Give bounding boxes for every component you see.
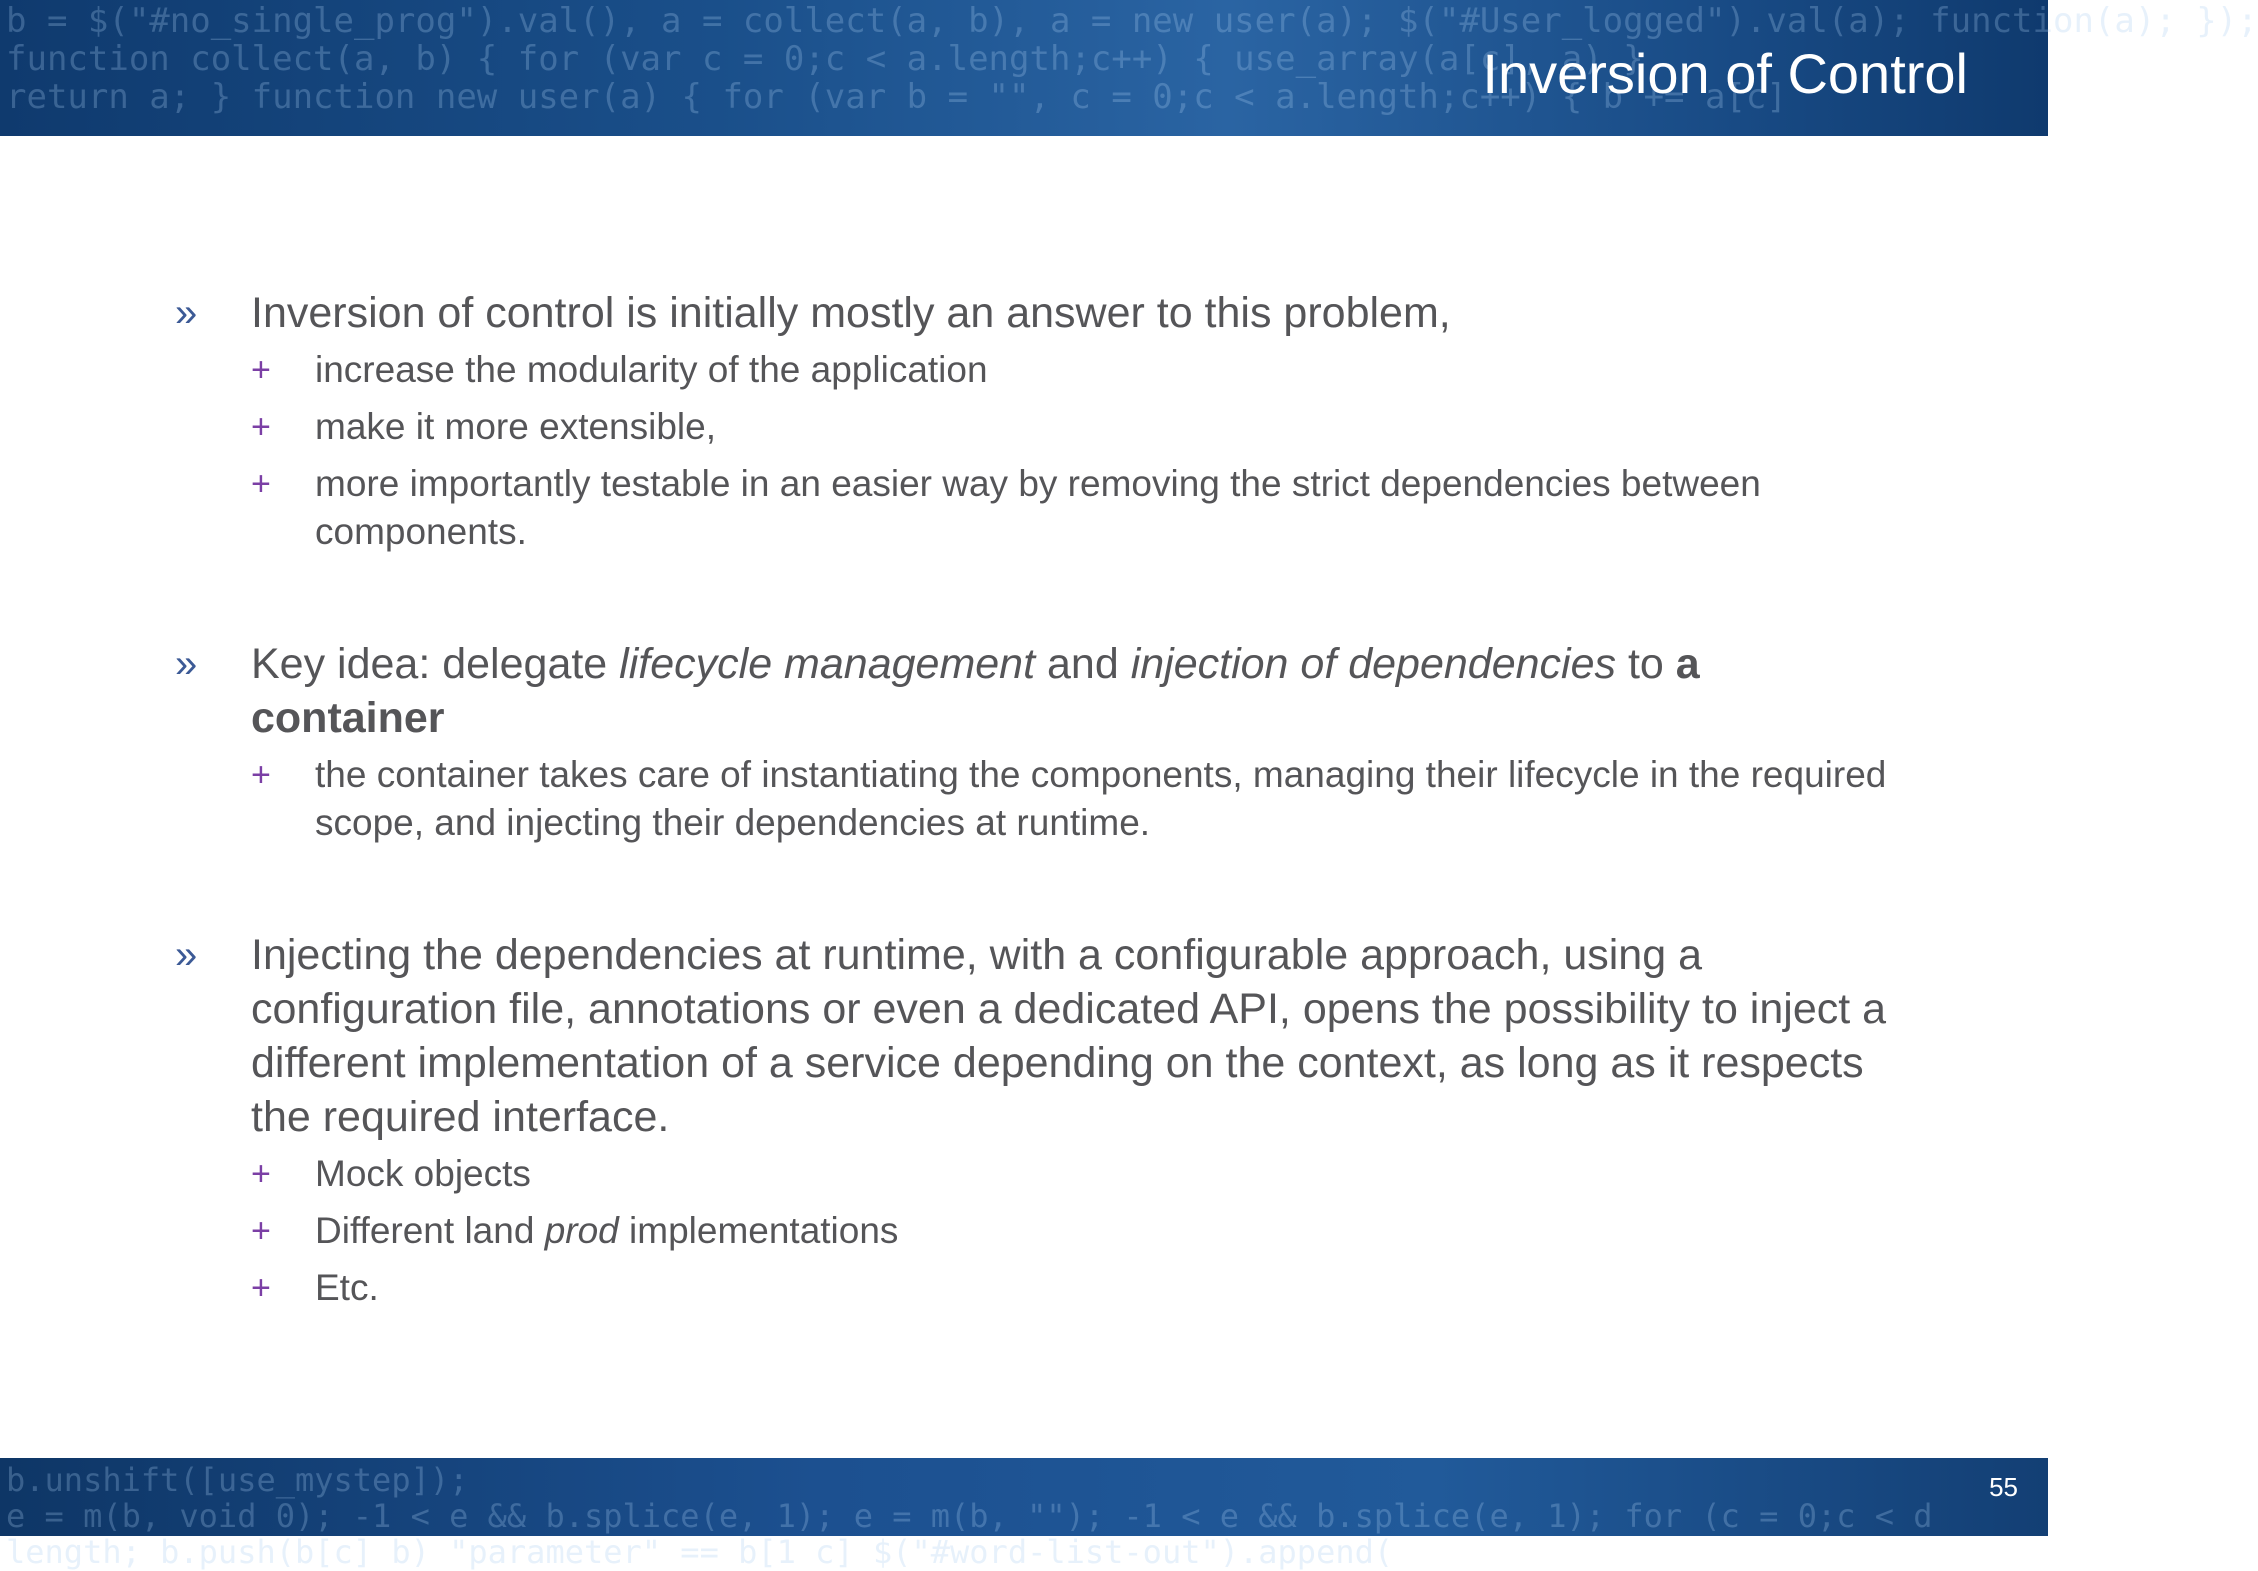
bullet-text: more importantly testable in an easier way by removing the strict dependencies between components. <box>315 463 1761 552</box>
bullet-level2 <box>0 346 1905 394</box>
bullet-text-part: Different land <box>315 1210 545 1251</box>
bullet-level2 <box>0 1150 1905 1198</box>
code-line: b = $("#no_single_prog").val(), a = collect(a, b), a = new user(a); $("#User_logged").val(a); function(a); }); <box>6 1 2258 41</box>
code-line: length; b.push(b[c] b) "parameter" == b[1 c] $("#word-list-out").append( <box>6 1533 1394 1571</box>
bullet-level2 <box>0 403 1905 451</box>
bullet-text: the container takes care of instantiating the components, managing their lifecycle in the required scope, and injecting their dependencies at runtime. <box>315 754 1887 843</box>
plus-bullet-icon: + <box>251 756 271 794</box>
bullet-text-part: implementations <box>618 1210 899 1251</box>
page-number: 55 <box>1989 1472 2018 1502</box>
plus-bullet-icon: + <box>251 351 271 389</box>
bullet-text-bold: a container <box>251 640 1700 742</box>
bullet-text: Etc. <box>315 1267 379 1308</box>
bullet-section <box>0 637 2048 847</box>
slide-title: Inversion of Control <box>1482 42 1968 105</box>
plus-bullet-icon: + <box>251 1155 271 1193</box>
bullet-level2 <box>0 1207 1905 1255</box>
bullet-text: Injecting the dependencies at runtime, with a configurable approach, using a configuration file, annotations or even a dedicated API, opens the possibility to inject a different implementation of a service depending on the context, as long as it respects the required interface. <box>251 931 1887 1141</box>
code-line: e = m(b, void 0); -1 < e && b.splice(e, 1); e = m(b, ""); -1 < e && b.splice(e, 1); for (c = 0;c < d <box>6 1497 1933 1535</box>
bullet-text: make it more extensible, <box>315 406 717 447</box>
bullet-text-part: Key idea: delegate <box>251 640 620 688</box>
bullet-level1 <box>0 928 1891 1144</box>
code-line: function collect(a, b) { for (var c = 0;c < a.length;c++) { use_array(a[c], a) } <box>6 39 1644 79</box>
bullet-text-italic: lifecycle management <box>619 640 1036 688</box>
bullet-text-italic: prod <box>544 1210 619 1251</box>
bullet-section <box>0 928 2048 1312</box>
code-background <box>0 1458 2048 1571</box>
code-line: return a; } function new user(a) { for (var b = "", c = 0;c < a.length;c++) { b += a[c] <box>6 77 1787 117</box>
chevron-bullet-icon: » <box>175 642 198 686</box>
bullet-text: increase the modularity of the application <box>315 349 988 390</box>
plus-bullet-icon: + <box>251 408 271 446</box>
plus-bullet-icon: + <box>251 1269 271 1307</box>
bullet-text: Inversion of control is initially mostly an answer to this problem, <box>251 289 1451 337</box>
bullet-text-part: to <box>1616 640 1676 688</box>
bullet-text-part: and <box>1035 640 1131 688</box>
plus-bullet-icon: + <box>251 1212 271 1250</box>
bullet-text-italic: injection of dependencies <box>1130 640 1616 688</box>
header-banner <box>0 0 2258 136</box>
bullet-section <box>0 286 2048 556</box>
bullet-level1 <box>0 637 1891 745</box>
bullet-level1 <box>0 286 1891 340</box>
plus-bullet-icon: + <box>251 465 271 503</box>
bullet-level2 <box>0 460 1905 556</box>
bullet-level2 <box>0 1264 1905 1312</box>
bullet-level2 <box>0 751 1905 847</box>
chevron-bullet-icon: » <box>175 291 198 335</box>
bullet-text: Mock objects <box>315 1153 531 1194</box>
code-line: b.unshift([use_mystep]); <box>6 1461 469 1499</box>
chevron-bullet-icon: » <box>175 933 198 977</box>
footer-banner <box>0 1458 2048 1571</box>
